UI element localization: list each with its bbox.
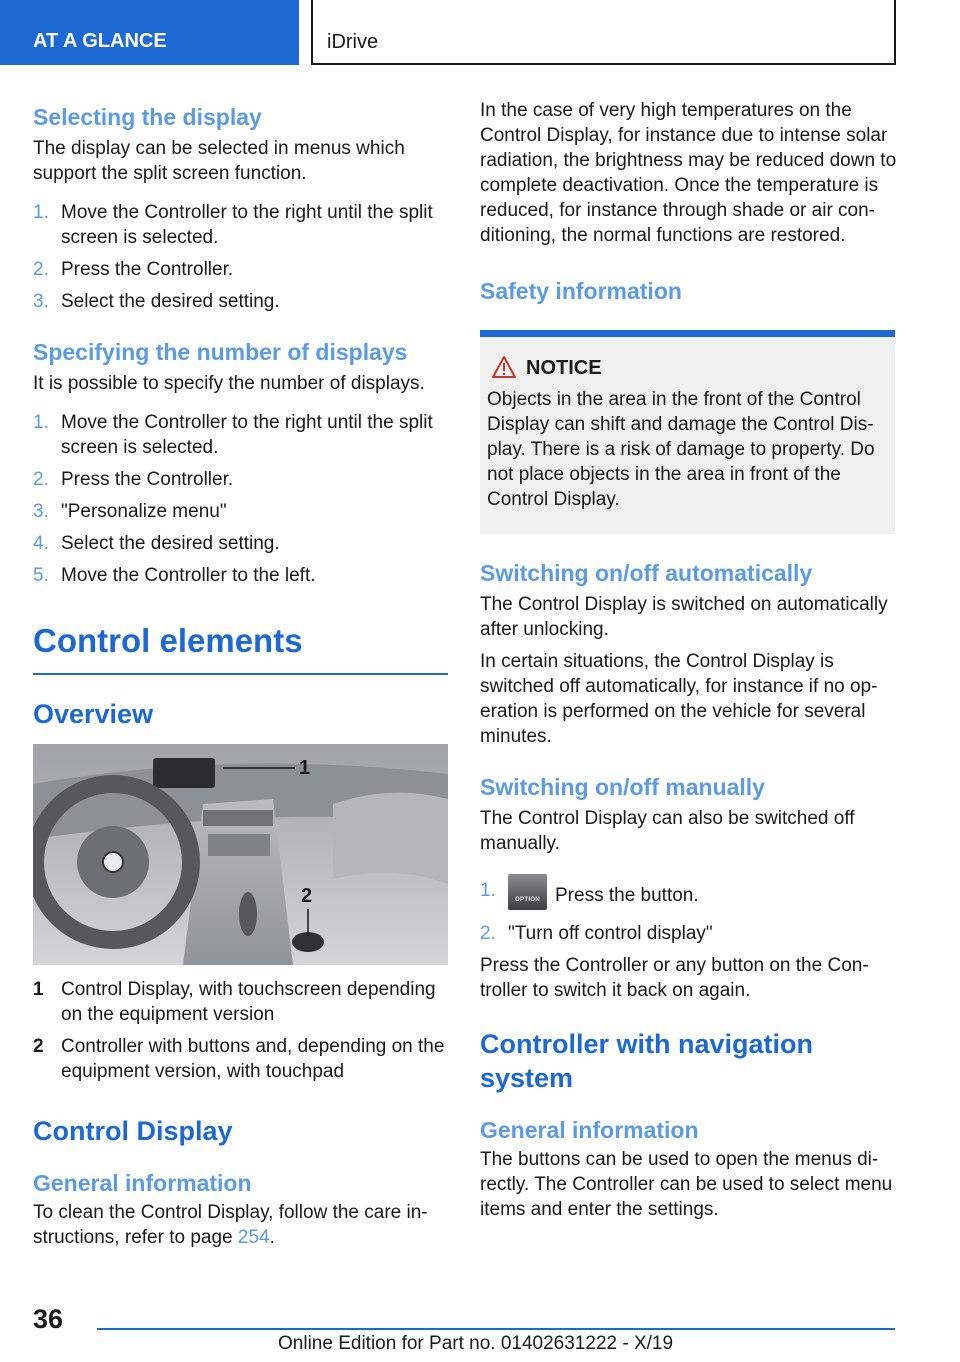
manual-switch-text: The Control Display can also be switched off manually. — [480, 808, 855, 854]
navigation-controller-heading: Controller with navigation system — [480, 1029, 814, 1093]
notice-box — [480, 330, 895, 534]
list-item: 1 Control Display, with touchscreen depending on the equipment version — [33, 979, 436, 1025]
overview-heading: Overview — [33, 699, 154, 729]
list-item: 1. Move the Controller to the right until the split screen is selected. — [33, 412, 433, 458]
cockpit-photo — [33, 744, 448, 965]
notice-title: NOTICE — [487, 355, 887, 381]
callout-1: 1 — [299, 757, 311, 779]
specifying-displays-steps — [33, 410, 448, 588]
chapter-title: iDrive — [327, 31, 379, 53]
temperature-text: In the case of very high temperatures on the Control Display, for instance due to intense solar radiation, the brightness may be reduced down to complete deactivation. Once the temperature is reduced, for instance through shade or air con-ditioning, the normal functions are restored. — [480, 100, 897, 246]
nav-general-text: The buttons can be used to open the menus di-rectly. The Controller can be used to select menu items and enter the settings. — [480, 1149, 893, 1220]
warning-triangle-icon — [491, 355, 517, 379]
specifying-displays-text: It is possible to specify the number of displays. — [33, 373, 425, 394]
list-item: 5. Move the Controller to the left. — [33, 565, 316, 586]
page-footer — [0, 1290, 960, 1362]
list-item: 4. Select the desired setting. — [33, 533, 280, 554]
manual-after-text: Press the Controller or any button on the Con-troller to switch it back on again. — [480, 955, 869, 1001]
safety-heading: Safety information — [480, 278, 682, 304]
notice-text: Objects in the area in the front of the Control Display can shift and damage the Control Dis-play. There is a risk of damage to property. Do not place objects in the area in front of the Control Display. — [487, 389, 875, 510]
left-column — [33, 98, 448, 1250]
selecting-display-text: The display can be selected in menus which support the split screen function. — [33, 138, 405, 184]
option-button-icon: OPTION — [508, 874, 547, 910]
list-item: 2. Press the Controller. — [33, 259, 234, 280]
chapter-tab — [311, 0, 896, 65]
title-rule — [33, 673, 448, 675]
manual-switch-steps — [480, 878, 895, 946]
cockpit-illustration — [33, 744, 448, 965]
footer-rule — [97, 1328, 895, 1330]
list-item: 3. Select the desired setting. — [33, 291, 280, 312]
control-display-screen — [153, 758, 215, 788]
control-elements-title: Control elements — [33, 622, 303, 659]
list-item: 3. "Personalize menu" — [33, 501, 227, 522]
auto-switch-heading: Switching on/off automatically — [480, 560, 813, 586]
general-information-heading: General information — [33, 1170, 252, 1196]
auto-switch-text-1: The Control Display is switched on automatically after unlocking. — [480, 594, 888, 640]
list-item: 1. OPTION Press the button. — [480, 878, 895, 914]
selecting-display-steps — [33, 200, 448, 314]
specifying-displays-heading: Specifying the number of displays — [33, 339, 408, 365]
section-tab — [0, 0, 299, 65]
control-display-heading: Control Display — [33, 1116, 233, 1146]
callout-2: 2 — [301, 885, 313, 907]
cleaning-text: To clean the Control Display, follow the care in-structions, refer to page 254. — [33, 1202, 428, 1248]
page-number: 36 — [33, 1304, 64, 1334]
section-title: AT A GLANCE — [33, 30, 167, 52]
overview-legend — [33, 977, 448, 1084]
right-column — [480, 98, 895, 1222]
nav-general-information-heading: General information — [480, 1117, 699, 1143]
manual-switch-heading: Switching on/off manually — [480, 774, 765, 800]
page-link[interactable]: 254 — [237, 1227, 270, 1248]
edition-text: Online Edition for Part no. 01402631222 - X/19 — [278, 1333, 674, 1354]
auto-switch-text-2: In certain situations, the Control Display is switched off automatically, for instance if no op-eration is performed on the vehicle for several minutes. — [480, 651, 878, 747]
selecting-display-heading: Selecting the display — [33, 104, 262, 130]
list-item: 2 Controller with buttons and, depending on the equipment version, with touchpad — [33, 1036, 445, 1082]
list-item: 2. Press the Controller. — [33, 469, 234, 490]
list-item: 2. "Turn off control display" — [480, 923, 713, 944]
list-item: 1. Move the Controller to the right until the split screen is selected. — [33, 202, 433, 248]
